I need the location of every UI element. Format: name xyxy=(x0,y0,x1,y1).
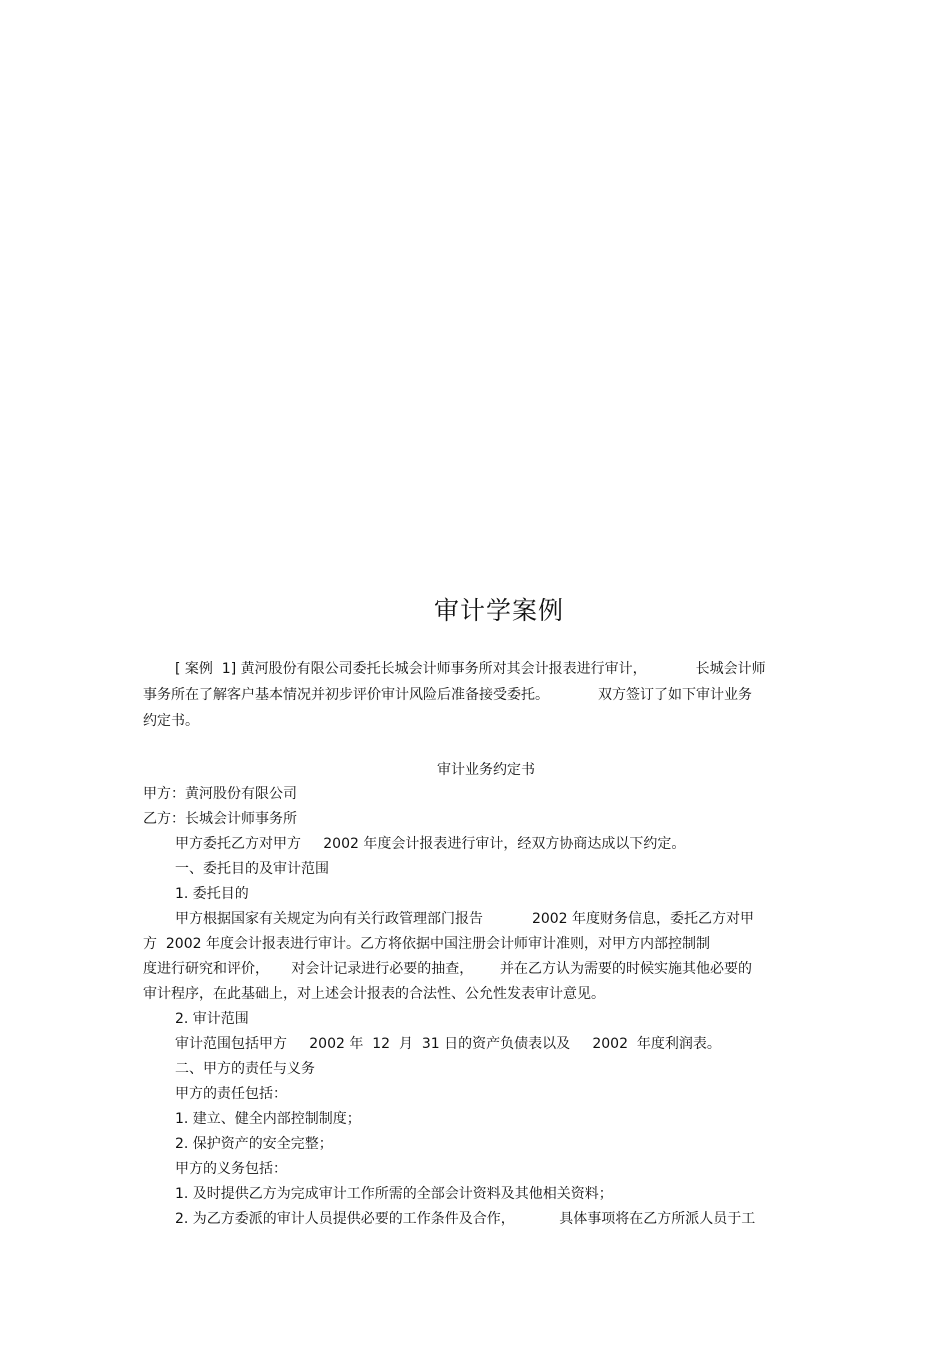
agreement-title: 审计业务约定书 xyxy=(437,762,535,778)
obligation-item: 1. 及时提供乙方为完成审计工作所需的全部会计资料及其他相关资料； xyxy=(175,1186,613,1202)
section1-1-heading: 1. 委托目的 xyxy=(175,886,249,902)
section1-1-body-line-4: 审计程序，在此基础上，对上述会计报表的合法性、公允性发表审计意见。 xyxy=(143,986,605,1002)
responsibility-item: 2. 保护资产的安全完整； xyxy=(175,1136,333,1152)
obligations-heading: 甲方的义务包括： xyxy=(175,1161,287,1177)
obligation-item: 2. 为乙方委派的审计人员提供必要的工作条件及合作， 具体事项将在乙方所派人员于工 xyxy=(175,1211,756,1227)
intro-line-1: [ 案例 1] 黄河股份有限公司委托长城会计师事务所对其会计报表进行审计， 长城会计师 xyxy=(175,661,766,677)
party-b: 乙方：长城会计师事务所 xyxy=(143,811,297,827)
section1-2-body: 审计范围包括甲方 2002 年 12 月 31 日的资产负债表以及 2002 年度利润表。 xyxy=(175,1036,721,1052)
intro-line-2: 事务所在了解客户基本情况并初步评价审计风险后准备接受委托。 双方签订了如下审计业务 xyxy=(143,687,752,703)
responsibility-item: 1. 建立、健全内部控制制度； xyxy=(175,1111,361,1127)
preamble: 甲方委托乙方对甲方 2002 年度会计报表进行审计，经双方协商达成以下约定。 xyxy=(175,836,686,852)
section1-1-body-line-3: 度进行研究和评价， 对会计记录进行必要的抽查， 并在乙方认为需要的时候实施其他必要的 xyxy=(143,961,752,977)
section1-2-heading: 2. 审计范围 xyxy=(175,1011,249,1027)
section2-heading: 二、甲方的责任与义务 xyxy=(175,1061,315,1077)
section1-1-body-line-1: 甲方根据国家有关规定为向有关行政管理部门报告 2002 年度财务信息，委托乙方对甲 xyxy=(175,911,755,927)
intro-line-3: 约定书。 xyxy=(143,713,199,729)
responsibilities-heading: 甲方的责任包括： xyxy=(175,1086,287,1102)
party-a: 甲方：黄河股份有限公司 xyxy=(143,786,297,802)
section1-1-body-line-2: 方 2002 年度会计报表进行审计。乙方将依据中国注册会计师审计准则，对甲方内部控制制 xyxy=(143,936,710,952)
section1-heading: 一、委托目的及审计范围 xyxy=(175,861,329,877)
page-title: 审计学案例 xyxy=(433,596,564,625)
